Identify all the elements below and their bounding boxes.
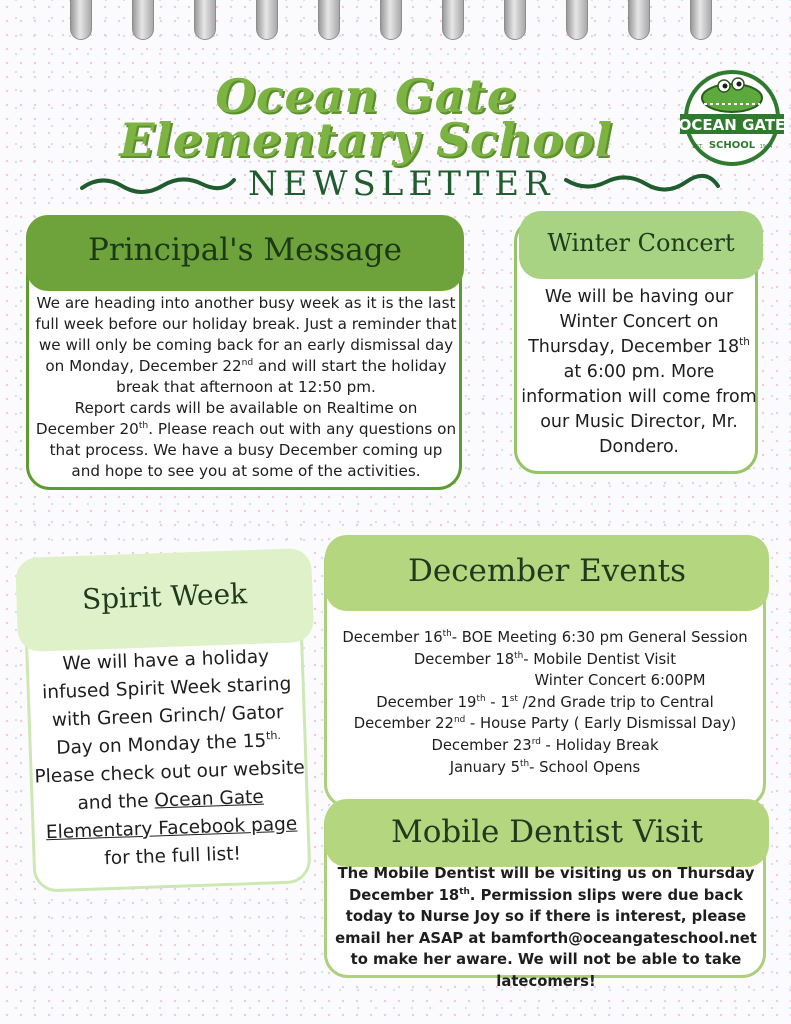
mobile-dentist-title: Mobile Dentist Visit [325, 799, 769, 867]
squiggle-left-icon [78, 172, 238, 196]
december-events-card [324, 538, 766, 808]
spirit-week-title: Spirit Week [15, 548, 314, 652]
school-logo [676, 64, 788, 168]
principal-message-body: We are heading into another busy week as it is the last full week before our holiday break. Just a reminder that we will only be coming back for an early dismissal day on Monday, December 22nd and will start the holiday break that afternoon at 12:50 pm. Report cards will be available on Realtime on December 20th. Please reach out with any questions on that process. We have a busy December coming up and hope to see you at some of the activities. [35, 294, 457, 480]
binding-ring [380, 0, 402, 40]
binding-ring [628, 0, 650, 40]
newsletter-label: NEWSLETTER [248, 164, 555, 204]
spirit-week-card [22, 557, 311, 893]
binding-ring [566, 0, 588, 40]
mobile-dentist-body: The Mobile Dentist will be visiting us on Thursday December 18th. Permission slips were due back today to Nurse Joy so if there is interest, please email her ASAP at bamforth@oceangateschool.net to make her aware. We will not be able to take latecomers! [335, 865, 757, 990]
principal-message-card [26, 218, 462, 490]
winter-concert-title: Winter Concert [519, 211, 763, 279]
event-item: December 22nd - House Party ( Early Dismissal Day) [353, 715, 737, 733]
winter-concert-card [514, 218, 758, 474]
spiral-binding [62, 0, 722, 44]
binding-ring [442, 0, 464, 40]
binding-ring [70, 0, 92, 40]
newsletter-banner [78, 164, 718, 204]
binding-ring [318, 0, 340, 40]
event-item: December 16th- BOE Meeting 6:30 pm General Session [342, 629, 748, 646]
facebook-page-link[interactable]: Ocean Gate Elementary Facebook page [45, 786, 298, 844]
school-name-title: Ocean Gate Elementary School [119, 69, 613, 167]
svg-text:SCHOOL: SCHOOL [708, 140, 756, 151]
december-events-list [327, 627, 763, 778]
winter-concert-body: We will be having our Winter Concert on Thursday, December 18th at 6:00 pm. More information will come from our Music Director, Mr. Dondero. [521, 287, 757, 457]
spirit-week-body: We will have a holiday infused Spirit Week staring with Green Grinch/ Gator Day on Monday the $15^{th.}$ Please check out our website and the Ocean Gate Elementary Facebook page for the full list! [34, 646, 306, 870]
svg-text:1964: 1964 [759, 144, 773, 150]
event-item: December 19th - 1st /2nd Grade trip to Central [376, 693, 714, 711]
mobile-dentist-card [324, 800, 766, 990]
event-item: Winter Concert 6:00PM [534, 672, 706, 690]
binding-ring [690, 0, 712, 40]
binding-ring [256, 0, 278, 40]
svg-text:OCEAN GATE: OCEAN GATE [678, 116, 786, 134]
squiggle-right-icon [562, 172, 722, 196]
binding-ring [194, 0, 216, 40]
binding-ring [504, 0, 526, 40]
svg-text:EST.: EST. [692, 144, 704, 150]
event-item: December 18th- Mobile Dentist Visit [413, 650, 677, 668]
event-item: January 5th- School Opens [449, 758, 641, 776]
principal-message-title: Principal's Message [26, 215, 464, 291]
event-item: December 23rd - Holiday Break [431, 736, 659, 754]
december-events-title: December Events [325, 535, 769, 611]
binding-ring [132, 0, 154, 40]
